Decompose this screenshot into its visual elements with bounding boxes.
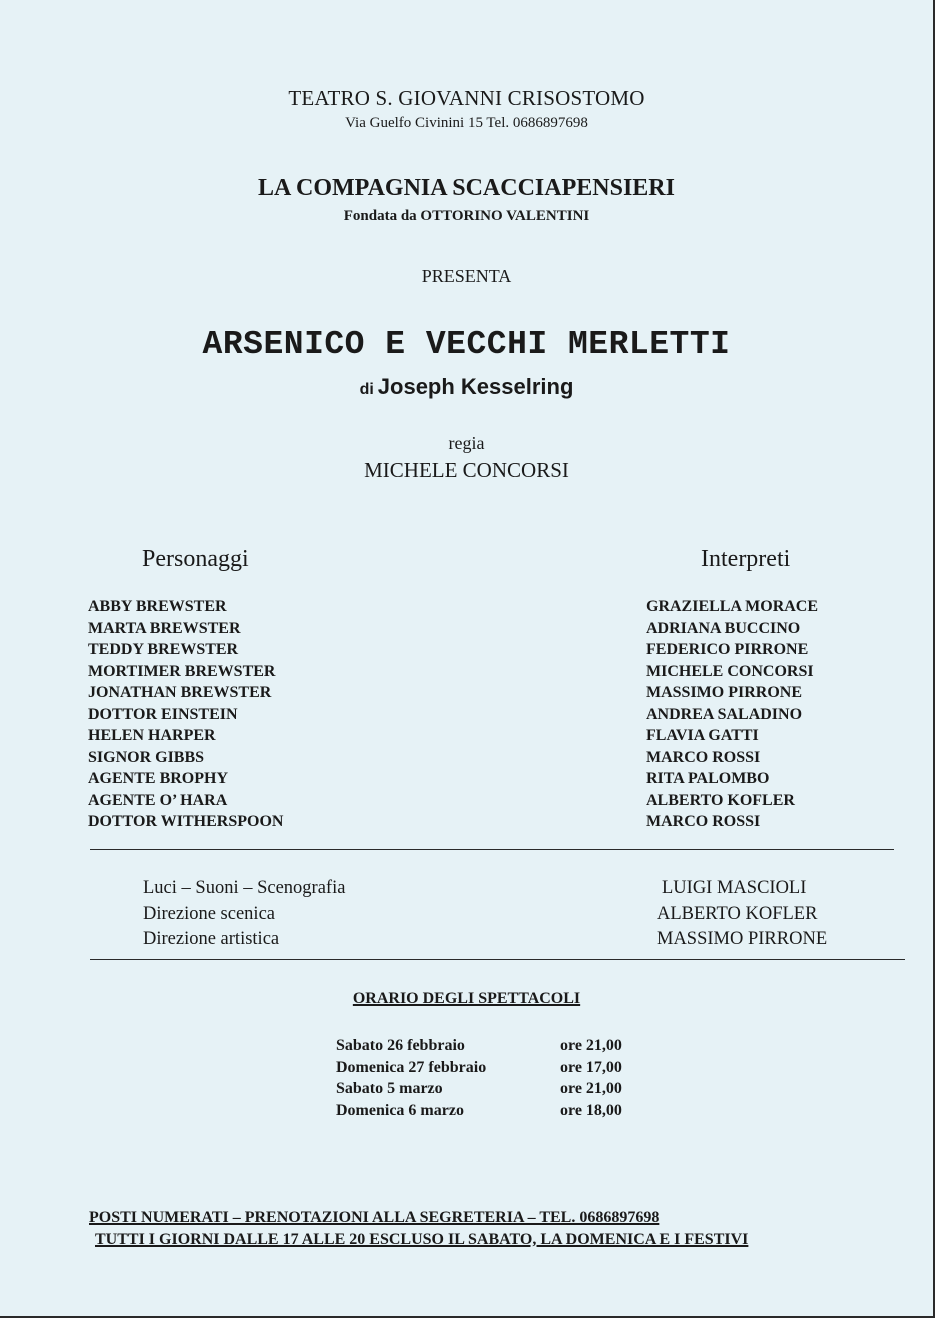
crew-role-item: Direzione scenica [143,903,275,924]
schedule-row [336,1035,622,1057]
schedule-table [336,1035,622,1121]
role-item: AGENTE BROPHY [88,770,229,787]
actor-item: GRAZIELLA MORACE [646,598,819,615]
actor-item: RITA PALOMBO [646,770,770,787]
play-title: ARSENICO E VECCHI MERLETTI [202,326,731,363]
role-item: SIGNOR GIBBS [88,748,205,766]
actor-item: MICHELE CONCORSI [646,662,814,680]
show-time: ore 21,00 [560,1037,622,1054]
actors-list [646,596,818,833]
schedule-title: ORARIO DEGLI SPETTACOLI [352,990,581,1007]
role-item: DOTTOR WITHERSPOON [88,813,284,830]
role-item: AGENTE O’ HARA [88,791,228,809]
actor-item: FEDERICO PIRRONE [646,641,809,658]
roles-list [88,596,283,833]
actor-item: MARCO ROSSI [646,748,761,766]
show-date: Domenica 6 marzo [336,1101,464,1119]
company-name: LA COMPAGNIA SCACCIAPENSIERI [258,175,675,201]
crew-roles-list [143,876,345,953]
schedule-row [336,1057,622,1079]
director-name: MICHELE CONCORSI [364,458,569,482]
actor-item: MASSIMO PIRRONE [646,684,803,701]
presents-label: PRESENTA [421,266,512,286]
actor-item: FLAVIA GATTI [646,727,759,744]
show-time: ore 21,00 [560,1080,622,1097]
actor-item: ALBERTO KOFLER [646,791,795,809]
role-item: MORTIMER BREWSTER [88,662,276,680]
actor-item: MARCO ROSSI [646,813,761,830]
actor-item: ADRIANA BUCCINO [646,619,801,637]
crew-role-item: Direzione artistica [143,929,280,949]
theatre-name: TEATRO S. GIOVANNI CRISOSTOMO [288,86,645,110]
schedule-row [336,1078,622,1100]
divider [90,959,905,960]
roles-heading: Personaggi [142,546,249,572]
crew-name-item: MASSIMO PIRRONE [657,929,828,949]
crew-role-item: Luci – Suoni – Scenografia [143,878,346,898]
role-item: ABBY BREWSTER [88,598,227,615]
crew-name-item: LUIGI MASCIOLI [662,878,807,898]
theatre-address: Via Guelfo Civinini 15 Tel. 0686897698 [345,115,588,131]
author-name: Joseph Kesselring [377,374,574,399]
booking-info: POSTI NUMERATI – PRENOTAZIONI ALLA SEGRETERIA – TEL. 0686897698 [89,1209,660,1226]
author-prefix: di [359,381,374,398]
actor-item: ANDREA SALADINO [646,705,803,723]
role-item: JONATHAN BREWSTER [88,684,272,701]
actors-heading: Interpreti [701,546,791,572]
schedule-row [336,1100,622,1122]
show-time: ore 18,00 [560,1101,622,1119]
author-line [0,374,933,400]
show-time: ore 17,00 [560,1058,622,1076]
crew-name-item: ALBERTO KOFLER [657,903,818,924]
show-date: Sabato 5 marzo [336,1080,443,1097]
role-item: TEDDY BREWSTER [88,641,239,658]
crew-names-list [657,876,827,953]
show-date: Sabato 26 febbraio [336,1037,465,1054]
role-item: MARTA BREWSTER [88,619,241,637]
role-item: HELEN HARPER [88,727,216,744]
role-item: DOTTOR EINSTEIN [88,705,238,723]
direction-label: regia [448,433,485,453]
show-date: Domenica 27 febbraio [336,1058,487,1076]
company-founder: Fondata da OTTORINO VALENTINI [343,208,590,224]
booking-hours: TUTTI I GIORNI DALLE 17 ALLE 20 ESCLUSO IL SABATO, LA DOMENICA E I FESTIVI [95,1231,749,1248]
divider [90,849,894,850]
